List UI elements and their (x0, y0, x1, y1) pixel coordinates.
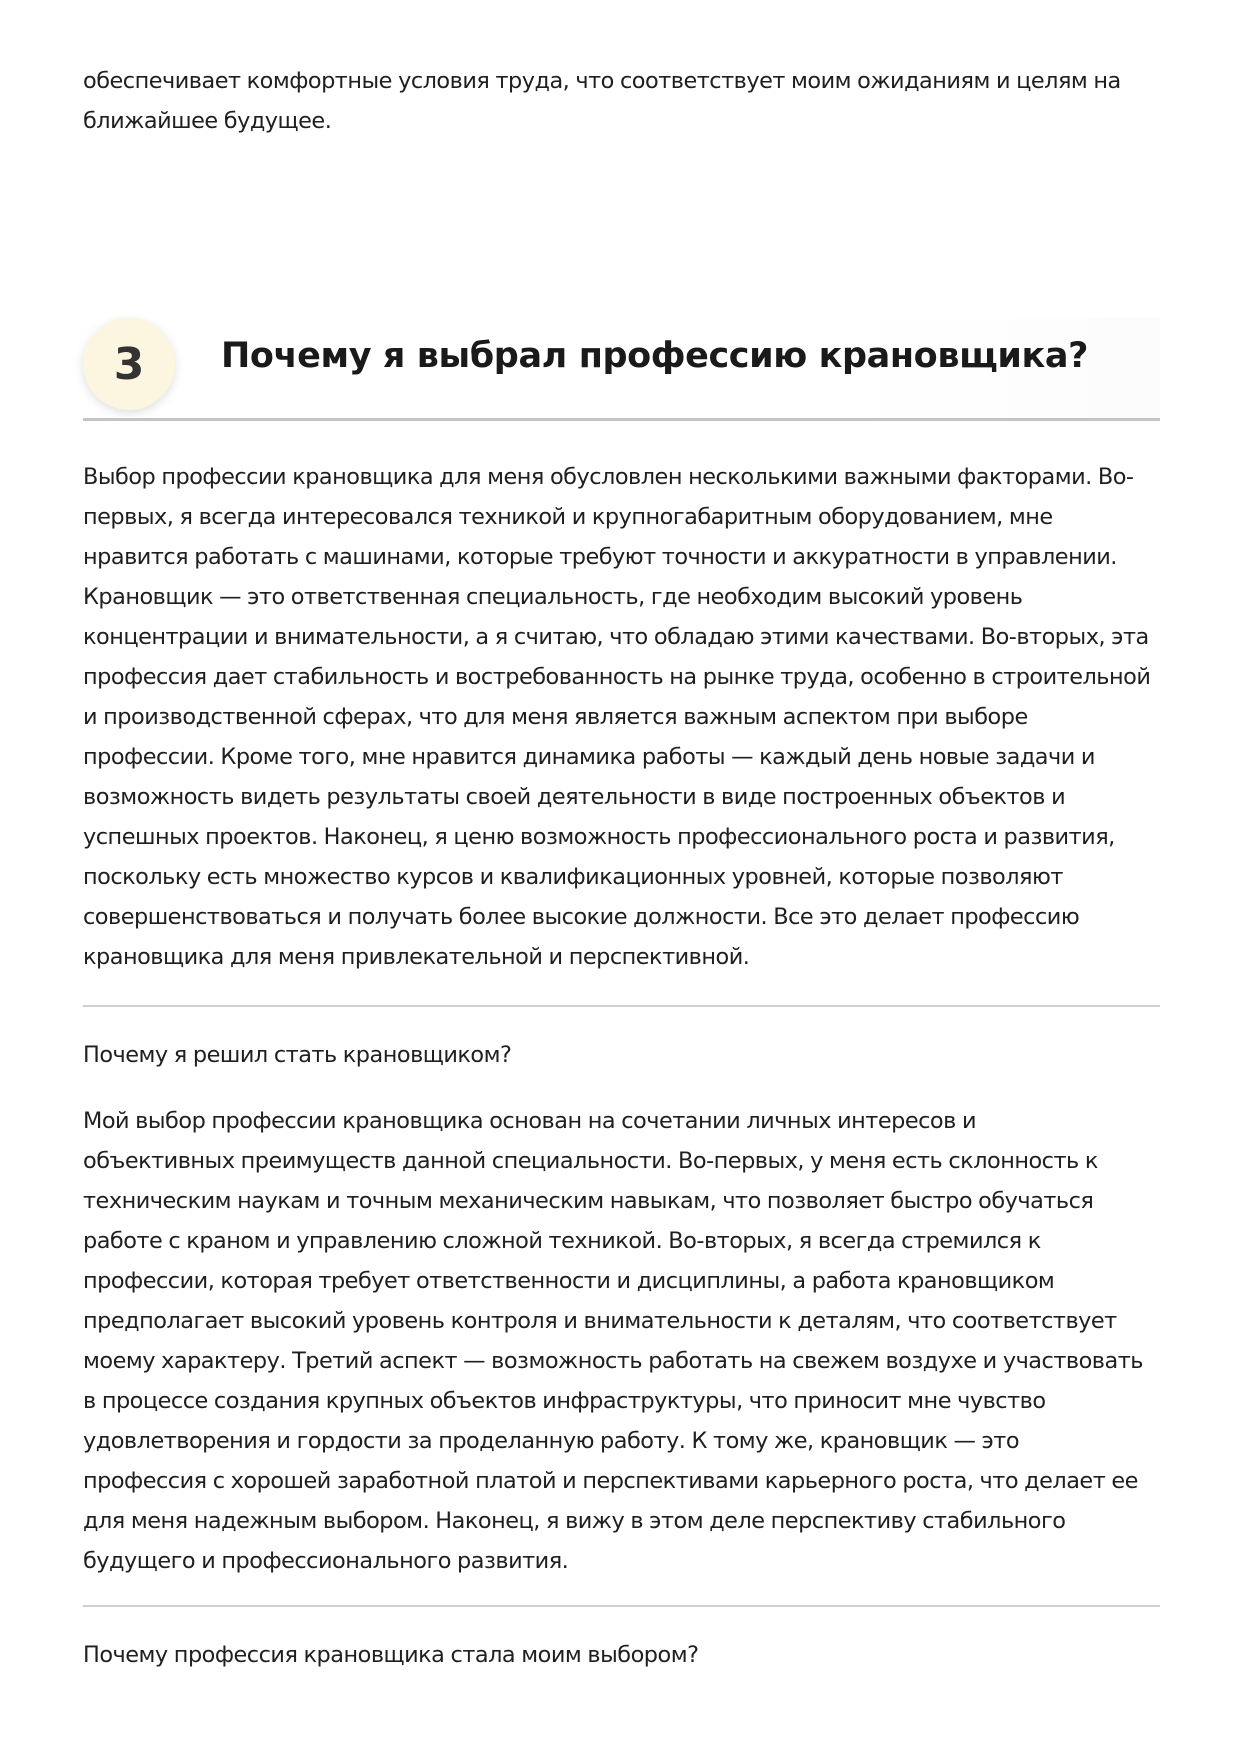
subheading: Почему профессия крановщика стала моим выбором? (83, 1642, 699, 1668)
text-line: Мой выбор профессии крановщика основан на сочетании личных интересов и (83, 1108, 976, 1134)
text-line: профессии. Кроме того, мне нравится динамика работы — каждый день новые задачи и (83, 744, 1095, 770)
section-divider (83, 418, 1160, 421)
text-line: нравится работать с машинами, которые требуют точности и аккуратности в управлении. (83, 544, 1117, 570)
text-line: для меня надежным выбором. Наконец, я вижу в этом деле перспективу стабильного (83, 1508, 1066, 1534)
divider (83, 1005, 1160, 1007)
text-line: работе с краном и управлению сложной техникой. Во-вторых, я всегда стремился к (83, 1228, 1041, 1254)
text-line: профессии, которая требует ответственности и дисциплины, а работа крановщиком (83, 1268, 1055, 1294)
text-line: предполагает высокий уровень контроля и внимательности к деталям, что соответствует (83, 1308, 1117, 1334)
text-line: возможность видеть результаты своей деятельности в виде построенных объектов и (83, 784, 1066, 810)
text-line: моему характеру. Третий аспект — возможность работать на свежем воздухе и участвовать (83, 1348, 1143, 1374)
text-line: совершенствоваться и получать более высокие должности. Все это делает профессию (83, 904, 1080, 930)
section-number-badge: 3 (83, 318, 175, 410)
subheading: Почему я решил стать крановщиком? (83, 1042, 512, 1068)
intro-paragraph (83, 61, 1160, 141)
text-line: крановщика для меня привлекательной и перспективной. (83, 944, 750, 970)
text-line: Крановщик — это ответственная специальность, где необходим высокий уровень (83, 584, 1023, 610)
text-line: концентрации и внимательности, а я считаю, что обладаю этими качествами. Во-вторых, эта (83, 624, 1149, 650)
text-line: поскольку есть множество курсов и квалификационных уровней, которые позволяют (83, 864, 1063, 890)
text-line: обеспечивает комфортные условия труда, что соответствует моим ожиданиям и целям на (83, 68, 1121, 94)
text-line: профессия дает стабильность и востребованность на рынке труда, особенно в строительной (83, 664, 1151, 690)
text-line: и производственной сферах, что для меня является важным аспектом при выборе (83, 704, 1028, 730)
section-header (83, 318, 1160, 418)
text-line: профессия с хорошей заработной платой и перспективами карьерного роста, что делает ее (83, 1468, 1138, 1494)
text-line: удовлетворения и гордости за проделанную работу. К тому же, крановщик — это (83, 1428, 1020, 1454)
text-line: техническим наукам и точным механическим навыкам, что позволяет быстро обучаться (83, 1188, 1094, 1214)
body-paragraph (83, 457, 1160, 977)
text-line: будущего и профессионального развития. (83, 1548, 569, 1574)
divider (83, 1605, 1160, 1607)
text-line: ближайшее будущее. (83, 108, 332, 134)
text-line: объективных преимуществ данной специальности. Во-первых, у меня есть склонность к (83, 1148, 1098, 1174)
text-line: успешных проектов. Наконец, я ценю возможность профессионального роста и развития, (83, 824, 1115, 850)
text-line: в процессе создания крупных объектов инфраструктуры, что приносит мне чувство (83, 1388, 1046, 1414)
text-line: Выбор профессии крановщика для меня обусловлен несколькими важными факторами. Во- (83, 464, 1134, 490)
section-title: Почему я выбрал профессию крановщика? (221, 336, 1088, 376)
body-paragraph (83, 1101, 1160, 1581)
text-line: первых, я всегда интересовался техникой и крупногабаритным оборудованием, мне (83, 504, 1053, 530)
